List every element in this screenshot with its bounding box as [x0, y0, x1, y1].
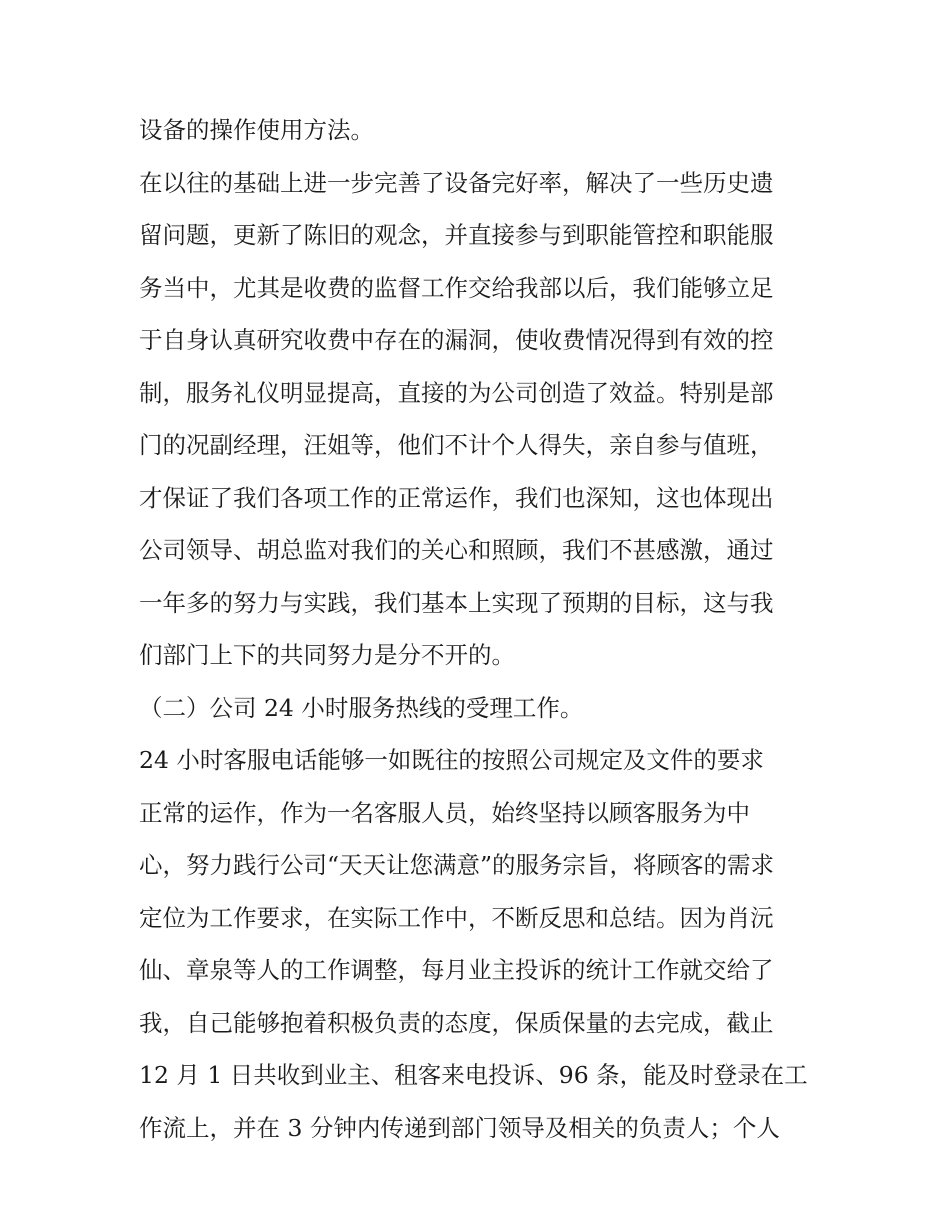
- body-text: [139, 104, 819, 1154]
- text-line: 24 小时客服电话能够一如既往的按照公司规定及文件的要求: [139, 746, 764, 774]
- text-line: 公司领导、胡总监对我们的关心和照顾，我们不甚感激，通过: [139, 536, 774, 564]
- text-line: 才保证了我们各项工作的正常运作，我们也深知，这也体现出: [139, 483, 774, 512]
- text-line: 在以往的基础上进一步完善了设备完好率，解决了一些历史遗: [139, 168, 774, 197]
- text-line: 我，自己能够抱着积极负责的态度，保质保量的去完成，截止: [139, 1008, 774, 1037]
- text-line: 于自身认真研究收费中存在的漏洞，使收费情况得到有效的控: [139, 326, 774, 354]
- text-line: 仙、章泉等人的工作调整，每月业主投诉的统计工作就交给了: [139, 956, 774, 984]
- section-heading: （二）公司 24 小时服务热线的受理工作。: [139, 693, 584, 722]
- text-line: 留问题，更新了陈旧的观念，并直接参与到职能管控和职能服: [139, 221, 774, 249]
- text-line: 正常的运作，作为一名客服人员，始终坚持以顾客服务为中: [139, 798, 750, 827]
- text-line: 务当中，尤其是收费的监督工作交给我部以后，我们能够立足: [139, 273, 774, 302]
- text-line: 12 月 1 日共收到业主、租客来电投诉、96 条，能及时登录在工: [139, 1061, 808, 1089]
- text-line: 制，服务礼仪明显提高，直接的为公司创造了效益。特别是部: [139, 378, 774, 407]
- text-line: 一年多的努力与实践，我们基本上实现了预期的目标，这与我: [139, 588, 774, 617]
- text-line: 作流上，并在 3 分钟内传递到部门领导及相关的负责人；个人: [139, 1113, 780, 1142]
- text-line: 定位为工作要求，在实际工作中，不断反思和总结。因为肖沅: [139, 903, 774, 932]
- text-line: 设备的操作使用方法。: [139, 116, 374, 144]
- text-line: 心，努力践行公司“天天让您满意”的服务宗旨，将顾客的需求: [139, 851, 775, 879]
- text-line: 门的况副经理，汪姐等，他们不计个人得失，亲自参与值班，: [139, 431, 774, 459]
- text-line: 们部门上下的共同努力是分不开的。: [139, 641, 515, 669]
